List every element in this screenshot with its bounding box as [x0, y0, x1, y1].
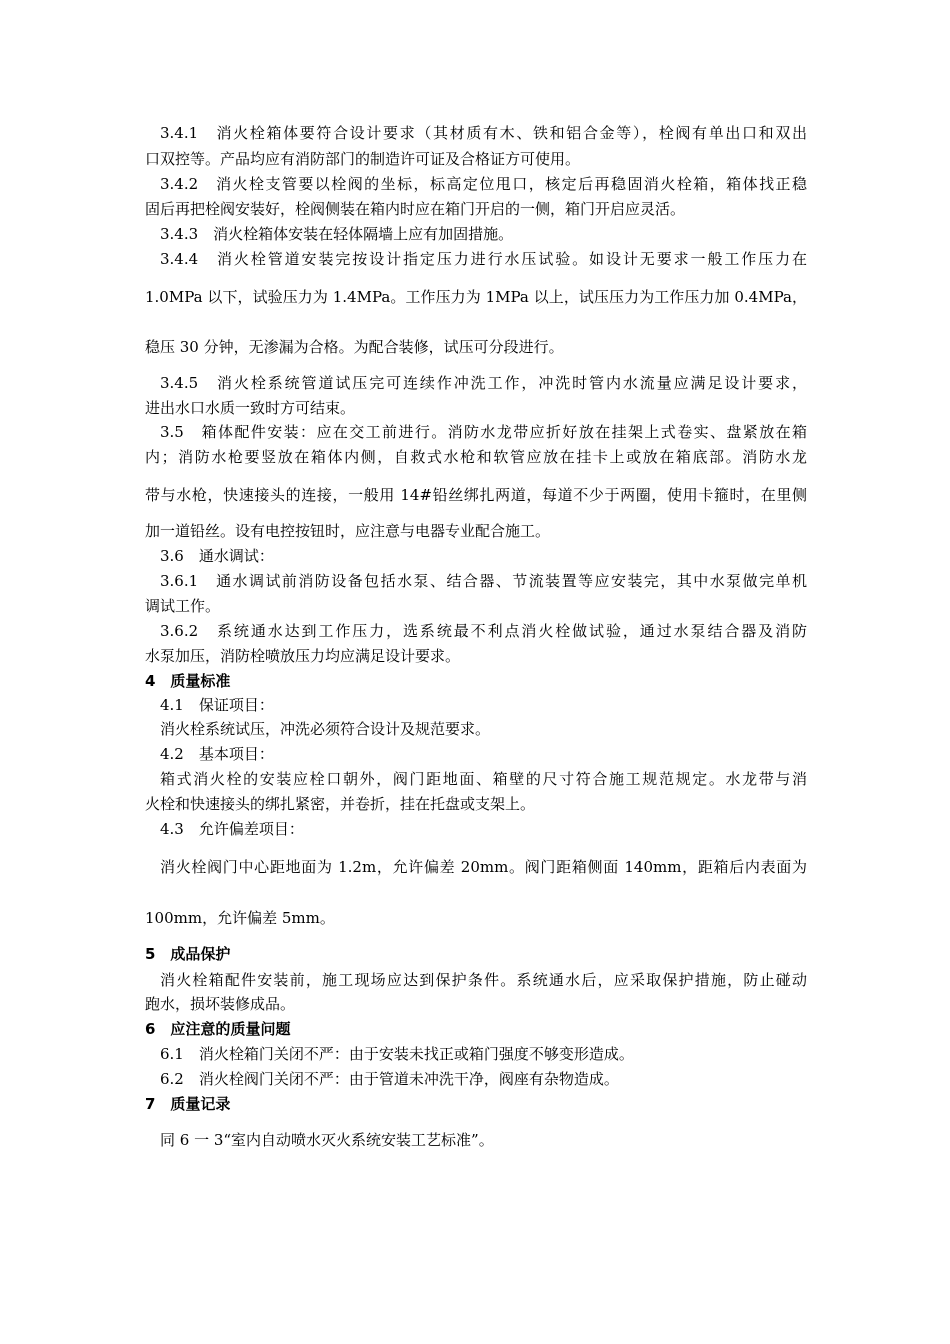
section-heading: 6 应注意的质量问题 — [145, 1020, 291, 1038]
text-line: 3.4.1 消火栓箱体要符合设计要求（其材质有木、铁和铝合金等），栓阀有单出口和双出 — [160, 124, 807, 142]
text-line: 1.0MPa 以下，试验压力为 1.4MPa。工作压力为 1MPa 以上，试压压力为工作压力加 0.4MPa， — [145, 288, 807, 306]
text-line: 调试工作。 — [145, 597, 221, 615]
text-line: 3.6.2 系统通水达到工作压力，选系统最不利点消火栓做试验，通过水泵结合器及消防 — [160, 622, 807, 640]
section-heading: 7 质量记录 — [145, 1095, 231, 1113]
subsection-heading: 4.1 保证项目： — [160, 696, 274, 714]
text-line: 消火栓阀门中心距地面为 1.2m，允许偏差 20mm。阀门距箱侧面 140mm，距箱后内表面为 — [160, 858, 807, 876]
text-line: 3.4.3 消火栓箱体安装在轻体隔墙上应有加固措施。 — [160, 225, 514, 243]
subsection-heading: 4.3 允许偏差项目： — [160, 820, 304, 838]
text-line: 火栓和快速接头的绑扎紧密，并卷折，挂在托盘或支架上。 — [145, 795, 536, 813]
text-line: 6.2 消火栓阀门关闭不严：由于管道未冲洗干净，阀座有杂物造成。 — [160, 1070, 619, 1088]
text-line: 稳压 30 分钟，无渗漏为合格。为配合装修，试压可分段进行。 — [145, 338, 564, 356]
text-line: 3.5 箱体配件安装：应在交工前进行。消防水龙带应折好放在挂架上式卷实、盘紧放在箱 — [160, 423, 807, 441]
text-line: 内；消防水枪要竖放在箱体内侧，自救式水枪和软管应放在挂卡上或放在箱底部。消防水龙 — [145, 448, 807, 466]
text-line: 消火栓箱配件安装前，施工现场应达到保护条件。系统通水后，应采取保护措施，防止碰动 — [160, 971, 807, 989]
section-heading: 3.6 通水调试： — [160, 547, 274, 565]
text-line: 跑水，损坏装修成品。 — [145, 995, 296, 1013]
text-line: 3.4.4 消火栓管道安装完按设计指定压力进行水压试验。如设计无要求一般工作压力在 — [160, 250, 807, 268]
text-line: 进出水口水质一致时方可结束。 — [145, 399, 356, 417]
subsection-heading: 4.2 基本项目： — [160, 745, 274, 763]
section-heading: 4 质量标准 — [145, 672, 231, 690]
text-line: 箱式消火栓的安装应栓口朝外，阀门距地面、箱壁的尺寸符合施工规范规定。水龙带与消 — [160, 770, 807, 788]
text-line: 6.1 消火栓箱门关闭不严：由于安装未找正或箱门强度不够变形造成。 — [160, 1045, 634, 1063]
text-line: 100mm，允许偏差 5mm。 — [145, 909, 335, 927]
section-heading: 5 成品保护 — [145, 945, 231, 963]
text-line: 固后再把栓阀安装好，栓阀侧装在箱内时应在箱门开启的一侧，箱门开启应灵活。 — [145, 200, 686, 218]
text-line: 水泵加压，消防栓喷放压力均应满足设计要求。 — [145, 647, 461, 665]
text-line: 3.6.1 通水调试前消防设备包括水泵、结合器、节流装置等应安装完，其中水泵做完单机 — [160, 572, 807, 590]
text-line: 3.4.5 消火栓系统管道试压完可连续作冲洗工作，冲洗时管内水流量应满足设计要求， — [160, 374, 807, 392]
text-line: 带与水枪，快速接头的连接，一般用 14#铅丝绑扎两道，每道不少于两圈，使用卡箍时，在里侧 — [145, 486, 807, 504]
text-line: 同 6 一 3“室内自动喷水灭火系统安装工艺标准”。 — [160, 1131, 494, 1149]
text-line: 3.4.2 消火栓支管要以栓阀的坐标，标高定位甩口，核定后再稳固消火栓箱，箱体找正稳 — [160, 175, 807, 193]
text-line: 口双控等。产品均应有消防部门的制造许可证及合格证方可使用。 — [145, 150, 581, 168]
text-line: 加一道铅丝。设有电控按钮时，应注意与电器专业配合施工。 — [145, 522, 551, 540]
text-line: 消火栓系统试压，冲洗必须符合设计及规范要求。 — [160, 720, 491, 738]
